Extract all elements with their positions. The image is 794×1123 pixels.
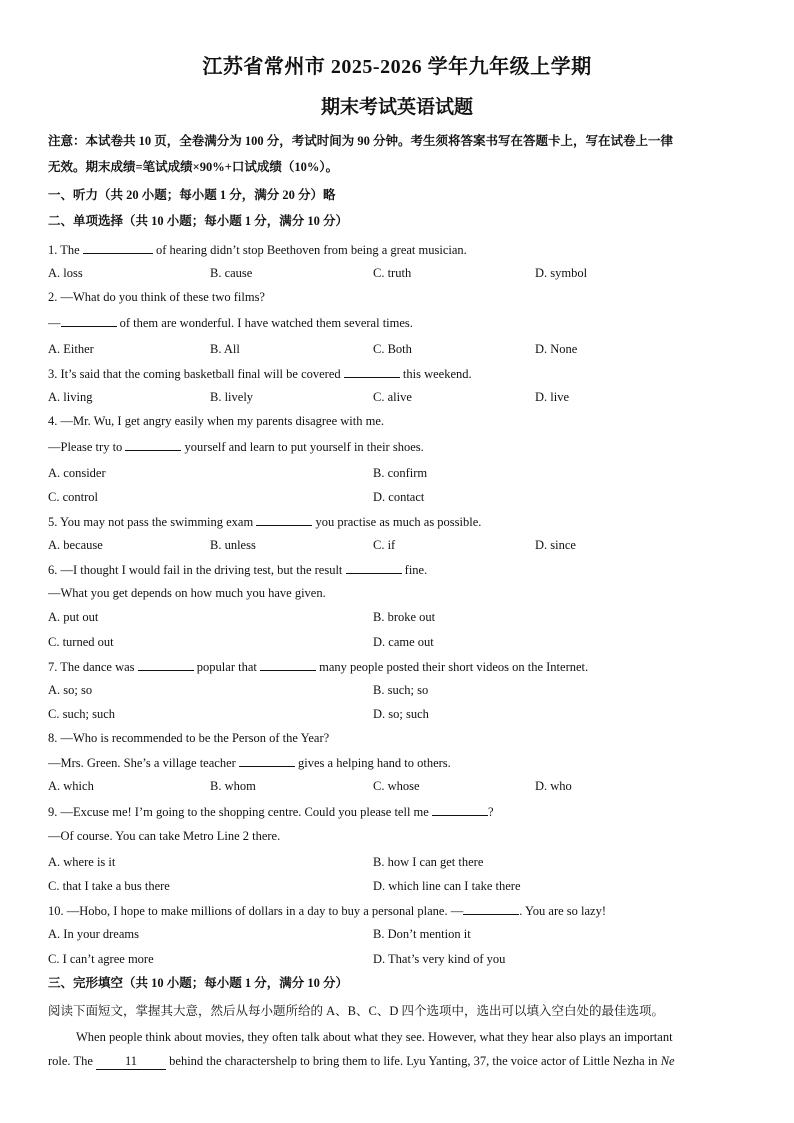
q1-stem-pre: 1. The: [48, 243, 80, 257]
exam-title: 江苏省常州市 2025-2026 学年九年级上学期: [202, 56, 592, 78]
q9-stem-pre: 9. —Excuse me! I’m going to the shopping centre. Could you please tell me: [48, 805, 429, 819]
question-9-reply: —Of course. You can take Metro Line 2 there.: [48, 829, 281, 843]
q5-blank: [256, 513, 312, 526]
q9-option-c[interactable]: C. that I take a bus there: [48, 879, 170, 893]
notice-line-2: 无效。期末成绩=笔试成绩×90%+口试成绩（10%）。: [48, 160, 339, 174]
q10-blank: [463, 902, 519, 915]
q1-option-a[interactable]: A. loss: [48, 266, 83, 280]
q1-stem-post: of hearing didn’t stop Beethoven from being a great musician.: [155, 243, 467, 257]
q7-blank-1: [138, 658, 194, 671]
q10-stem-post: . You are so lazy!: [519, 904, 606, 918]
q8-reply-post: gives a helping hand to others.: [298, 756, 451, 770]
q10-option-a[interactable]: A. In your dreams: [48, 927, 139, 941]
question-3: [48, 365, 748, 382]
q6-option-b[interactable]: B. broke out: [373, 610, 436, 624]
q6-option-d[interactable]: D. came out: [373, 635, 434, 649]
q3-stem-post: this weekend.: [402, 367, 472, 381]
q4-reply-pre: —Please try to: [48, 440, 123, 454]
cloze-paragraph-line-2: [48, 1053, 748, 1070]
q9-option-b[interactable]: B. how I can get there: [373, 855, 484, 869]
q8-option-d[interactable]: D. who: [535, 779, 572, 793]
q2-option-d[interactable]: D. None: [535, 342, 578, 356]
q1-option-d[interactable]: D. symbol: [535, 266, 588, 280]
q2-reply-post: of them are wonderful. I have watched them several times.: [119, 316, 413, 330]
q4-option-b[interactable]: B. confirm: [373, 466, 428, 480]
q6-blank: [346, 561, 402, 574]
q4-option-c[interactable]: C. control: [48, 490, 98, 504]
section-listening-heading: 一、听力（共 20 小题；每小题 1 分，满分 20 分）略: [48, 188, 336, 202]
q7-stem-pre: 7. The dance was: [48, 660, 135, 674]
q1-blank: [83, 241, 153, 254]
q9-blank: [432, 803, 488, 816]
question-9: [48, 803, 748, 820]
q9-stem-post: ?: [487, 805, 494, 819]
q8-reply-pre: —Mrs. Green. She’s a village teacher: [48, 756, 236, 770]
q6-stem-pre: 6. —I thought I would fail in the driving test, but the result: [48, 563, 343, 577]
q1-option-c[interactable]: C. truth: [373, 266, 412, 280]
cloze-instructions: 阅读下面短文，掌握其大意，然后从每小题所给的 A、B、C、D 四个选项中，选出可以填入空白处的最佳选项。: [48, 1004, 664, 1018]
q3-option-c[interactable]: C. alive: [373, 390, 412, 404]
section-cloze-heading: 三、完形填空（共 10 小题；每小题 1 分，满分 10 分）: [48, 976, 349, 990]
q4-option-a[interactable]: A. consider: [48, 466, 106, 480]
question-8-reply: [48, 754, 748, 771]
q2-option-a[interactable]: A. Either: [48, 342, 94, 356]
question-5: [48, 513, 748, 530]
q5-option-b[interactable]: B. unless: [210, 538, 256, 552]
q4-blank: [125, 438, 181, 451]
q5-option-d[interactable]: D. since: [535, 538, 576, 552]
q8-option-a[interactable]: A. which: [48, 779, 94, 793]
question-10: [48, 902, 748, 919]
q10-option-c[interactable]: C. I can’t agree more: [48, 952, 154, 966]
cloze-line2-italic: Ne: [660, 1054, 675, 1068]
question-2-reply: [48, 314, 748, 331]
q10-option-d[interactable]: D. That’s very kind of you: [373, 952, 506, 966]
question-7: [48, 658, 748, 675]
q7-option-b[interactable]: B. such; so: [373, 683, 429, 697]
cloze-line2-post: behind the charactershelp to bring them to life. Lyu Yanting, 37, the voice actor of Little Nezha in: [169, 1054, 658, 1068]
cloze-paragraph-line-1: When people think about movies, they often talk about what they see. However, what they hear also plays an important: [76, 1030, 673, 1044]
question-4-reply: [48, 438, 748, 455]
q7-option-c[interactable]: C. such; such: [48, 707, 116, 721]
q1-option-b[interactable]: B. cause: [210, 266, 253, 280]
q4-option-d[interactable]: D. contact: [373, 490, 425, 504]
q8-option-c[interactable]: C. whose: [373, 779, 420, 793]
q3-option-d[interactable]: D. live: [535, 390, 570, 404]
q6-option-a[interactable]: A. put out: [48, 610, 99, 624]
q3-option-b[interactable]: B. lively: [210, 390, 254, 404]
q7-option-a[interactable]: A. so; so: [48, 683, 93, 697]
q5-stem-post: you practise as much as possible.: [315, 515, 482, 529]
q8-option-b[interactable]: B. whom: [210, 779, 256, 793]
q7-stem-mid: popular that: [196, 660, 257, 674]
q9-option-a[interactable]: A. where is it: [48, 855, 116, 869]
q2-option-c[interactable]: C. Both: [373, 342, 412, 356]
question-1: [48, 241, 748, 258]
cloze-line2-pre: role. The: [48, 1054, 93, 1068]
q6-stem-post: fine.: [404, 563, 428, 577]
q5-option-a[interactable]: A. because: [48, 538, 103, 552]
cloze-blank-11: 11: [96, 1053, 166, 1070]
q10-stem-pre: 10. —Hobo, I hope to make millions of dollars in a day to buy a personal plane. —: [48, 904, 464, 918]
q4-reply-post: yourself and learn to put yourself in their shoes.: [184, 440, 424, 454]
question-6-reply: —What you get depends on how much you have given.: [48, 586, 326, 600]
q7-stem-post: many people posted their short videos on the Internet.: [319, 660, 589, 674]
question-2: 2. —What do you think of these two films?: [48, 290, 265, 304]
q7-blank-2: [260, 658, 316, 671]
q3-stem-pre: 3. It’s said that the coming basketball final will be covered: [48, 367, 341, 381]
q8-blank: [239, 754, 295, 767]
section-single-choice-heading: 二、单项选择（共 10 小题；每小题 1 分，满分 10 分）: [48, 214, 349, 228]
q2-option-b[interactable]: B. All: [210, 342, 240, 356]
q7-option-d[interactable]: D. so; such: [373, 707, 429, 721]
q5-stem-pre: 5. You may not pass the swimming exam: [48, 515, 254, 529]
exam-subtitle: 期末考试英语试题: [320, 97, 473, 118]
q3-option-a[interactable]: A. living: [48, 390, 93, 404]
q5-option-c[interactable]: C. if: [373, 538, 396, 552]
question-6: [48, 561, 748, 578]
q3-blank: [344, 365, 400, 378]
q2-blank: [61, 314, 117, 327]
question-8: 8. —Who is recommended to be the Person of the Year?: [48, 731, 330, 745]
q6-option-c[interactable]: C. turned out: [48, 635, 114, 649]
question-4: 4. —Mr. Wu, I get angry easily when my parents disagree with me.: [48, 414, 384, 428]
q9-option-d[interactable]: D. which line can I take there: [373, 879, 521, 893]
notice-line-1: 注意：本试卷共 10 页，全卷满分为 100 分，考试时间为 90 分钟。考生须将答案书写在答题卡上，写在试卷上一律: [48, 134, 674, 148]
q2-reply-pre: —: [48, 316, 61, 330]
q10-option-b[interactable]: B. Don’t mention it: [373, 927, 471, 941]
